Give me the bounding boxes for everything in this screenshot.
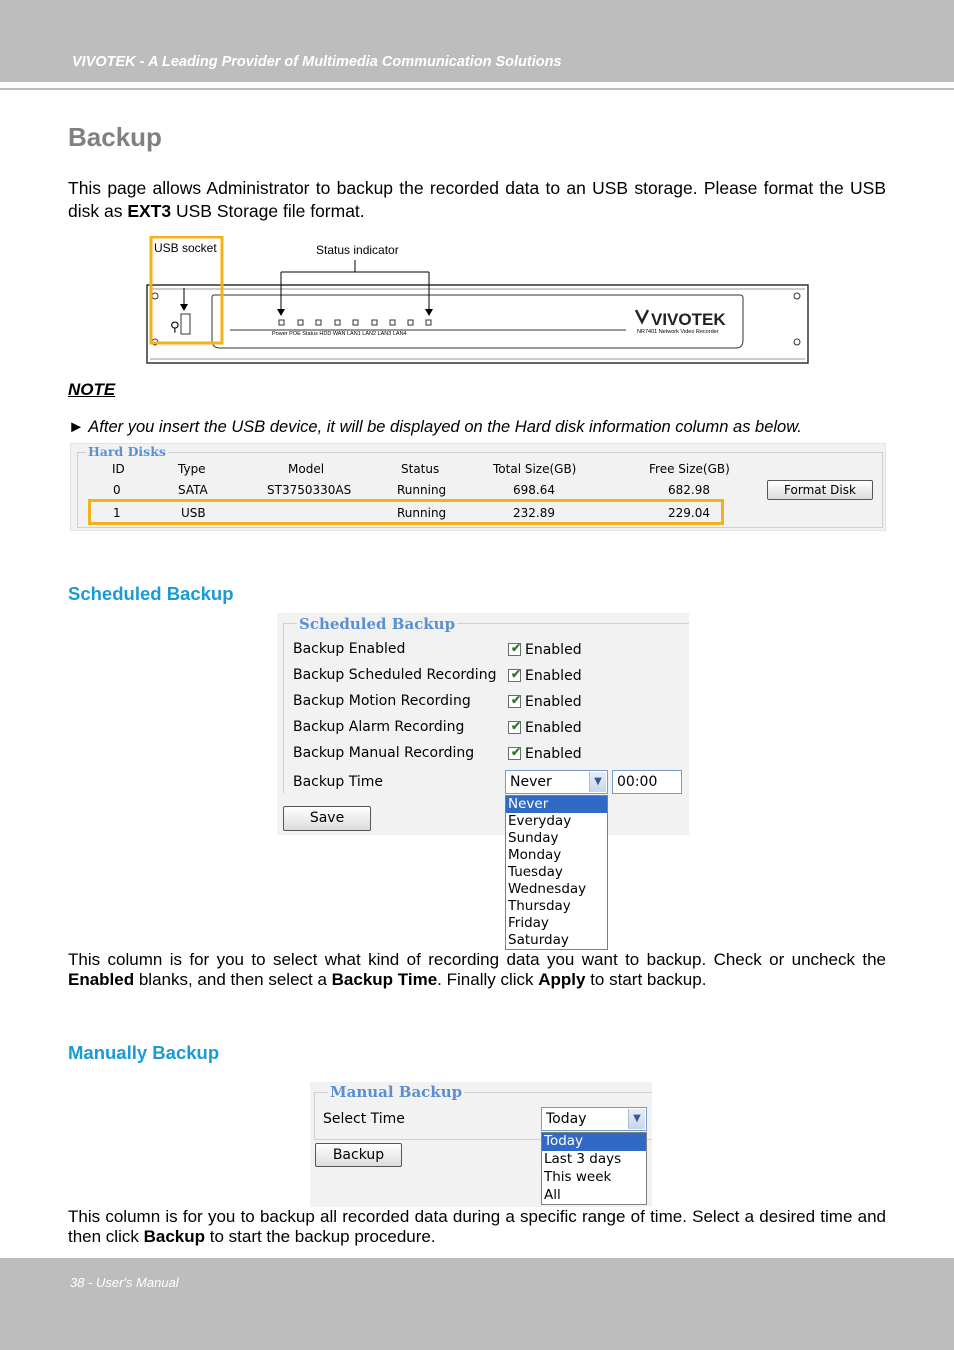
hd-row0-id: 0 bbox=[113, 483, 121, 497]
desc-bold-backup-time: Backup Time bbox=[331, 970, 438, 989]
hard-disks-legend: Hard Disks bbox=[88, 444, 166, 459]
backup-time-option-thursday[interactable]: Thursday bbox=[508, 898, 571, 914]
backup-time-option-everyday[interactable]: Everyday bbox=[508, 813, 572, 829]
desc-bold-apply: Apply bbox=[538, 970, 586, 989]
manually-backup-heading: Manually Backup bbox=[68, 1042, 220, 1063]
manual-description bbox=[68, 1207, 886, 1247]
backup-time-option-friday[interactable]: Friday bbox=[508, 915, 549, 931]
svg-text:⚲: ⚲ bbox=[170, 320, 180, 335]
hd-row0-type: SATA bbox=[178, 483, 208, 497]
intro-bold: EXT3 bbox=[127, 201, 172, 221]
manual-backup-legend: Manual Backup bbox=[330, 1083, 463, 1101]
check-icon: ✔ bbox=[511, 667, 522, 681]
status-indicator-label: Status indicator bbox=[316, 243, 399, 257]
hd-row0-status: Running bbox=[397, 483, 447, 497]
select-time-value: Today bbox=[546, 1111, 587, 1127]
scheduled-backup-legend: Scheduled Backup bbox=[299, 615, 456, 633]
check-icon: ✔ bbox=[511, 719, 522, 733]
hd-row1-status: Running bbox=[397, 506, 447, 520]
hd-row1-total: 232.89 bbox=[513, 506, 555, 520]
footer-page-number: 38 - User's Manual bbox=[70, 1275, 179, 1290]
hd-row1-free: 229.04 bbox=[668, 506, 710, 520]
hd-row0-total: 698.64 bbox=[513, 483, 555, 497]
backup-time-select[interactable] bbox=[505, 770, 608, 794]
backup-time-option-tuesday[interactable]: Tuesday bbox=[508, 864, 563, 880]
header-divider bbox=[0, 88, 954, 90]
backup-alarm-recording-label: Backup Alarm Recording bbox=[293, 719, 465, 735]
select-time-option-last-3-days[interactable]: Last 3 days bbox=[544, 1151, 622, 1167]
select-time-select[interactable] bbox=[541, 1107, 647, 1131]
backup-alarm-recording-checkbox[interactable] bbox=[508, 721, 521, 734]
select-time-dropdown bbox=[541, 1132, 647, 1205]
nvr-front-panel-drawing bbox=[146, 236, 810, 364]
note-text: ► After you insert the USB device, it will be displayed on the Hard disk information column as below. bbox=[68, 418, 802, 436]
hd-row0-free: 682.98 bbox=[668, 483, 710, 497]
scheduled-description bbox=[68, 950, 886, 990]
desc-bold-backup: Backup bbox=[143, 1227, 206, 1246]
vivotek-logo: VIVOTEK bbox=[651, 310, 726, 329]
desc-text: blanks, and then select a bbox=[134, 970, 332, 989]
intro-paragraph bbox=[68, 177, 886, 223]
hd-row1-type: USB bbox=[181, 506, 206, 520]
backup-time-input[interactable]: 00:00 bbox=[612, 770, 682, 794]
backup-manual-recording-label: Backup Manual Recording bbox=[293, 745, 475, 761]
intro-text: This page allows Administrator to backup the recorded data to an USB storage. Please format the USB disk as bbox=[68, 178, 886, 221]
backup-time-select-value: Never bbox=[510, 774, 552, 790]
chevron-down-icon[interactable]: ▼ bbox=[589, 772, 606, 792]
backup-time-option-sunday[interactable]: Sunday bbox=[508, 830, 559, 846]
page-title: Backup bbox=[68, 122, 162, 152]
backup-manual-recording-checkbox-label: Enabled bbox=[525, 746, 582, 762]
format-disk-button[interactable]: Format Disk bbox=[767, 480, 873, 500]
check-icon: ✔ bbox=[511, 641, 522, 655]
backup-time-dropdown bbox=[505, 795, 608, 950]
led-labels: Power POE Status HDD WAN LAN1 LAN2 LAN3 LAN4 bbox=[272, 331, 407, 337]
check-icon: ✔ bbox=[511, 745, 522, 759]
save-button[interactable]: Save bbox=[283, 806, 371, 831]
desc-text: to start backup. bbox=[585, 970, 707, 989]
backup-alarm-recording-checkbox-label: Enabled bbox=[525, 720, 582, 736]
hd-row0-model: ST3750330AS bbox=[267, 483, 352, 497]
chevron-down-icon[interactable]: ▼ bbox=[628, 1109, 645, 1129]
usb-socket-label: USB socket bbox=[154, 241, 217, 255]
hd-header-model: Model bbox=[288, 462, 325, 476]
select-time-label: Select Time bbox=[323, 1111, 405, 1127]
select-time-option-this-week[interactable]: This week bbox=[544, 1169, 612, 1185]
header-title: VIVOTEK - A Leading Provider of Multimedia Communication Solutions bbox=[72, 54, 562, 70]
backup-time-option-monday[interactable]: Monday bbox=[508, 847, 562, 863]
desc-text: . Finally click bbox=[437, 970, 539, 989]
backup-time-option-never[interactable]: Never bbox=[506, 796, 607, 813]
backup-scheduled-recording-label: Backup Scheduled Recording bbox=[293, 667, 497, 683]
scheduled-backup-heading: Scheduled Backup bbox=[68, 583, 234, 604]
desc-bold-enabled: Enabled bbox=[68, 970, 135, 989]
hd-header-type: Type bbox=[178, 462, 206, 476]
backup-motion-recording-checkbox-label: Enabled bbox=[525, 694, 582, 710]
backup-time-option-wednesday[interactable]: Wednesday bbox=[508, 881, 587, 897]
backup-motion-recording-label: Backup Motion Recording bbox=[293, 693, 471, 709]
select-time-option-today[interactable]: Today bbox=[542, 1133, 646, 1151]
nvr-front-panel-figure bbox=[146, 236, 810, 364]
select-time-option-all[interactable]: All bbox=[544, 1187, 561, 1203]
backup-enabled-checkbox-label: Enabled bbox=[525, 642, 582, 658]
desc-text: to start the backup procedure. bbox=[205, 1227, 436, 1246]
backup-manual-recording-checkbox[interactable] bbox=[508, 747, 521, 760]
hd-header-free: Free Size(GB) bbox=[649, 462, 730, 476]
desc-text: This column is for you to select what kind of recording data you want to backup. Check or uncheck the bbox=[68, 950, 886, 969]
backup-button[interactable]: Backup bbox=[315, 1143, 402, 1167]
device-model: NR7401 Network Video Recorder bbox=[637, 329, 719, 335]
hd-header-status: Status bbox=[401, 462, 440, 476]
backup-enabled-label: Backup Enabled bbox=[293, 641, 406, 657]
page-header bbox=[0, 0, 954, 82]
backup-time-label: Backup Time bbox=[293, 774, 384, 790]
backup-scheduled-recording-checkbox-label: Enabled bbox=[525, 668, 582, 684]
note-title: NOTE bbox=[68, 380, 116, 399]
desc-text: This column is for you to backup all recorded data during a specific range of time. Select a desired time and then click bbox=[68, 1207, 886, 1246]
hd-row1-id: 1 bbox=[113, 506, 121, 520]
backup-scheduled-recording-checkbox[interactable] bbox=[508, 669, 521, 682]
backup-time-option-saturday[interactable]: Saturday bbox=[508, 932, 569, 948]
check-icon: ✔ bbox=[511, 693, 522, 707]
hd-header-id: ID bbox=[112, 462, 125, 476]
backup-enabled-checkbox[interactable] bbox=[508, 643, 521, 656]
backup-motion-recording-checkbox[interactable] bbox=[508, 695, 521, 708]
hd-header-total: Total Size(GB) bbox=[493, 462, 577, 476]
intro-text-end: USB Storage file format. bbox=[171, 201, 365, 221]
usb-row-highlight bbox=[88, 499, 724, 525]
page-footer bbox=[0, 1258, 954, 1350]
